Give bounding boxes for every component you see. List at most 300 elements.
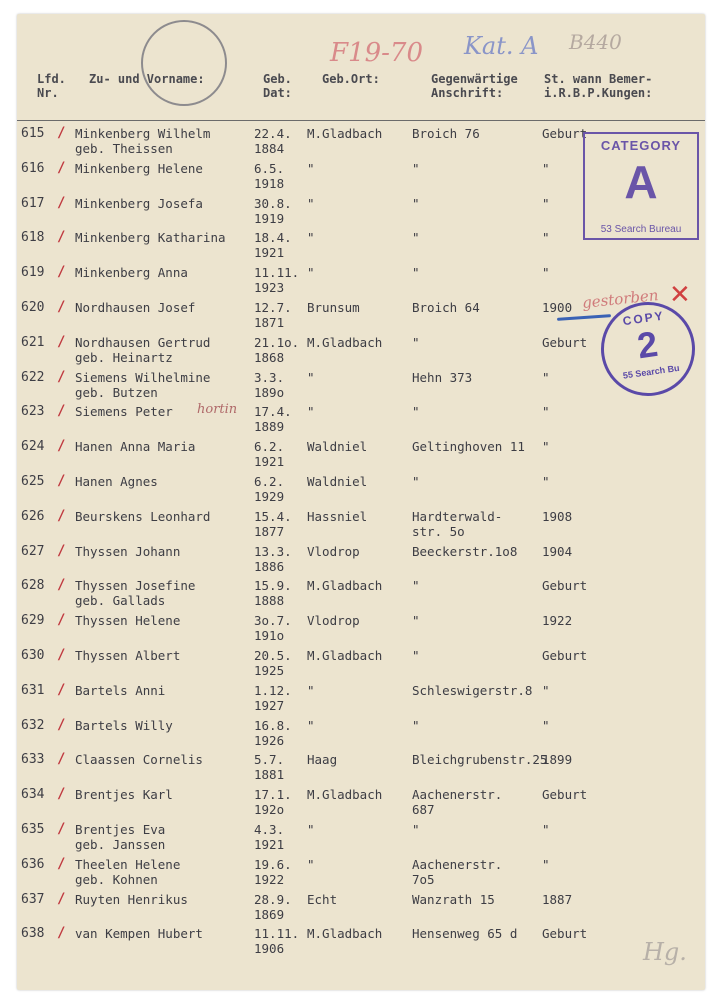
since-remarks: Geburt <box>542 648 588 663</box>
current-address <box>412 196 420 211</box>
birth-date <box>254 509 292 539</box>
check-mark-icon: / <box>57 159 66 176</box>
person-name <box>75 926 203 941</box>
current-address-line: Bleichgrubenstr.25 <box>412 752 548 768</box>
birth-place: Brunsum <box>307 300 360 315</box>
current-address <box>412 404 420 419</box>
current-address-line: Wanzrath 15 <box>412 891 495 907</box>
person-name <box>75 683 165 698</box>
birth-place: " <box>307 682 315 698</box>
table-row <box>17 822 705 856</box>
person-name-line: Hanen Agnes <box>75 474 158 489</box>
person-name-line: Bartels Anni <box>75 682 166 698</box>
current-address-line: Hardterwald- <box>412 508 503 524</box>
current-address-line: " <box>412 474 420 489</box>
birth-place: M.Gladbach <box>307 578 383 594</box>
birth-date-line: 1927 <box>254 697 285 713</box>
person-name <box>75 265 188 280</box>
row-number: 637 <box>21 891 45 907</box>
birth-date-line: 1922 <box>254 871 285 887</box>
birth-date-line: 1889 <box>254 419 285 435</box>
current-address-line: Beeckerstr.1o8 <box>412 543 518 559</box>
birth-date-line: 22.4. <box>254 126 292 141</box>
birth-date-line: 3o.7. <box>254 613 292 629</box>
file-reference: F19-70 <box>330 38 423 68</box>
person-name <box>75 509 210 524</box>
person-name-line: geb. Janssen <box>75 837 166 852</box>
current-address-line: " <box>412 334 420 350</box>
birth-place: " <box>307 822 315 837</box>
current-address-line: " <box>412 404 420 420</box>
check-mark-icon: / <box>57 786 66 803</box>
birth-date-line: 1921 <box>254 454 285 470</box>
person-name-line: Hanen Anna Maria <box>75 439 196 455</box>
corner-note: B440 <box>569 30 622 54</box>
person-name-line: Minkenberg Josefa <box>75 195 203 211</box>
person-name-line: Brentjes Eva <box>75 822 166 837</box>
birth-date-line: 192o <box>254 802 285 818</box>
current-address <box>412 613 420 628</box>
current-address-line: " <box>412 265 420 281</box>
person-name <box>75 196 203 211</box>
person-name-line: geb. Theissen <box>75 141 173 156</box>
birth-date-line: 4.3. <box>254 822 285 837</box>
check-mark-icon: / <box>57 403 66 420</box>
birth-date-line: 1888 <box>254 593 285 609</box>
header-anschrift: Gegenwärtige Anschrift: <box>431 72 518 100</box>
check-mark-icon: / <box>57 647 66 663</box>
current-address-line: " <box>412 648 420 663</box>
current-address-line: Broich 64 <box>412 300 480 315</box>
row-number: 634 <box>21 787 45 803</box>
check-mark-icon: / <box>57 229 66 246</box>
birth-date-line: 1919 <box>254 210 285 226</box>
row-number: 621 <box>21 334 45 350</box>
row-number: 615 <box>21 126 45 141</box>
header-seit: St. wann Bemer- i.R.B.P.Kungen: <box>544 72 653 100</box>
person-name-line: Bartels Willy <box>75 717 173 733</box>
birth-date <box>254 752 284 782</box>
person-name-line: Siemens Wilhelmine <box>75 369 211 385</box>
current-address <box>412 544 517 559</box>
person-name <box>75 544 180 559</box>
person-name <box>75 822 165 852</box>
birth-date-line: 17.1. <box>254 787 292 803</box>
birth-date-line: 1.12. <box>254 682 292 698</box>
birth-date-line: 1869 <box>254 906 285 922</box>
birth-date <box>254 613 292 643</box>
current-address-line: Aachenerstr. <box>412 856 503 872</box>
birth-date-line: 15.4. <box>254 508 292 524</box>
table-row <box>17 370 705 404</box>
row-number: 620 <box>21 300 45 315</box>
birth-date-line: 30.8. <box>254 195 292 211</box>
row-number: 635 <box>21 822 45 837</box>
since-remarks: 1900 <box>542 300 573 315</box>
row-number: 629 <box>21 613 45 629</box>
since-remarks: " <box>542 265 550 281</box>
person-name-line: van Kempen Hubert <box>75 926 203 942</box>
birth-date-line: 28.9. <box>254 891 292 907</box>
header-name: Zu- und Vorname: <box>89 72 205 86</box>
person-name <box>75 300 195 315</box>
category-stamp: CATEGORY A 53 Search Bureau <box>583 132 699 240</box>
birth-date-line: 1886 <box>254 558 285 574</box>
check-mark-icon: / <box>57 438 66 455</box>
birth-date <box>254 370 284 400</box>
check-mark-icon: / <box>57 542 66 559</box>
check-mark-icon: / <box>57 821 66 837</box>
birth-date-line: 1918 <box>254 175 285 191</box>
birth-date <box>254 718 292 748</box>
table-row <box>17 544 705 578</box>
current-address-line: Broich 76 <box>412 126 480 141</box>
header-rule <box>17 120 705 121</box>
since-remarks: " <box>542 822 550 837</box>
current-address <box>412 926 517 941</box>
birth-place: Waldniel <box>307 474 368 489</box>
birth-place: M.Gladbach <box>307 648 383 663</box>
birth-place: " <box>307 369 315 385</box>
birth-place: Vlodrop <box>307 543 360 559</box>
person-name-line: Minkenberg Wilhelm <box>75 126 211 141</box>
birth-place: " <box>307 265 315 281</box>
row-number: 619 <box>21 265 45 281</box>
since-remarks: " <box>542 369 550 385</box>
person-name <box>75 335 210 365</box>
person-name-line: geb. Kohnen <box>75 871 158 887</box>
since-remarks: " <box>542 230 550 246</box>
current-address-line: " <box>412 160 420 176</box>
birth-place: M.Gladbach <box>307 334 383 350</box>
current-address <box>412 857 502 887</box>
since-remarks: Geburt <box>542 334 588 350</box>
person-name-line: Thyssen Johann <box>75 543 181 559</box>
row-number: 623 <box>21 404 45 420</box>
since-remarks: " <box>542 474 550 489</box>
birth-date-line: 1921 <box>254 245 285 261</box>
person-name-line: Minkenberg Anna <box>75 265 188 281</box>
birth-date-line: 3.3. <box>254 369 285 385</box>
since-remarks: " <box>542 160 550 176</box>
since-remarks: Geburt <box>542 787 588 803</box>
check-mark-icon: / <box>57 855 66 872</box>
birth-date-line: 1921 <box>254 837 285 852</box>
person-name <box>75 474 158 489</box>
birth-place: " <box>307 717 315 733</box>
birth-place: Haag <box>307 752 338 768</box>
check-mark-icon: / <box>57 368 66 385</box>
birth-date <box>254 300 292 330</box>
current-address <box>412 822 420 837</box>
birth-date-line: 13.3. <box>254 543 292 559</box>
check-mark-icon: / <box>57 299 66 315</box>
birth-place: Waldniel <box>307 439 368 455</box>
row-number: 632 <box>21 717 45 733</box>
birth-date <box>254 404 292 434</box>
birth-date-line: 6.5. <box>254 160 285 176</box>
table-row <box>17 752 705 786</box>
person-name <box>75 787 173 802</box>
person-name <box>75 648 180 663</box>
person-name-line: Siemens Peter <box>75 404 173 420</box>
birth-date-line: 18.4. <box>254 230 292 246</box>
row-number: 617 <box>21 195 45 211</box>
current-address-line: str. 5o <box>412 523 465 539</box>
handwritten-note-gestorben: gestorben <box>581 286 660 312</box>
person-name-line: Minkenberg Helene <box>75 160 203 176</box>
person-name-line: Theelen Helene <box>75 856 181 872</box>
current-address <box>412 126 480 141</box>
since-remarks: 1887 <box>542 891 573 907</box>
birth-date <box>254 161 284 191</box>
birth-date-line: 20.5. <box>254 648 292 663</box>
current-address-line: " <box>412 717 420 733</box>
person-name <box>75 857 180 887</box>
since-remarks: Geburt <box>542 126 588 141</box>
current-address <box>412 648 420 663</box>
birth-date-line: 11.11. <box>254 926 300 942</box>
person-name-line: geb. Butzen <box>75 384 158 400</box>
birth-date <box>254 822 284 852</box>
since-remarks: Geburt <box>542 578 588 594</box>
current-address-line: Schleswigerstr.8 <box>412 682 533 698</box>
person-name <box>75 370 210 400</box>
check-mark-icon: / <box>57 890 66 907</box>
birth-date-line: 19.6. <box>254 856 292 872</box>
person-name <box>75 126 210 156</box>
since-remarks: 1899 <box>542 752 573 768</box>
birth-date-line: 1871 <box>254 315 285 330</box>
birth-place: Hassniel <box>307 508 368 524</box>
table-row <box>17 787 705 821</box>
birth-date <box>254 230 292 260</box>
person-name-line: Thyssen Albert <box>75 648 181 663</box>
birth-date-line: 1906 <box>254 941 285 957</box>
current-address <box>412 265 420 280</box>
header-geb-ort: Geb.Ort: <box>322 72 380 86</box>
birth-date <box>254 787 292 817</box>
row-number: 630 <box>21 648 45 663</box>
birth-date-line: 15.9. <box>254 578 292 594</box>
table-row <box>17 509 705 543</box>
person-name <box>75 404 173 419</box>
table-row <box>17 648 705 682</box>
birth-place: " <box>307 404 315 420</box>
since-remarks: 1908 <box>542 508 573 524</box>
birth-place: Vlodrop <box>307 613 360 629</box>
person-name <box>75 230 226 245</box>
birth-date <box>254 544 292 574</box>
row-number: 633 <box>21 752 45 768</box>
person-name <box>75 892 188 907</box>
person-name-line: Thyssen Josefine <box>75 578 196 594</box>
since-remarks: " <box>542 404 550 420</box>
check-mark-icon: / <box>57 125 66 141</box>
table-row <box>17 404 705 438</box>
table-row <box>17 892 705 926</box>
person-name-line: Beurskens Leonhard <box>75 508 211 524</box>
person-name-line: geb. Gallads <box>75 593 166 609</box>
person-name <box>75 718 173 733</box>
current-address <box>412 335 420 350</box>
person-name-line: Brentjes Karl <box>75 787 173 803</box>
check-mark-icon: / <box>57 612 66 629</box>
birth-place: M.Gladbach <box>307 787 383 803</box>
row-number: 636 <box>21 856 45 872</box>
birth-date-line: 1926 <box>254 732 285 748</box>
current-address <box>412 787 502 817</box>
current-address-line: " <box>412 822 420 837</box>
current-address <box>412 230 420 245</box>
since-remarks: " <box>542 856 550 872</box>
check-mark-icon: / <box>57 333 66 350</box>
birth-place: " <box>307 856 315 872</box>
row-number: 618 <box>21 230 45 246</box>
header-nr: Lfd. Nr. <box>37 72 66 100</box>
check-mark-icon: / <box>57 473 66 489</box>
check-mark-icon: / <box>57 507 66 524</box>
current-address-line: 687 <box>412 802 435 818</box>
red-cross-mark: ✕ <box>669 280 691 310</box>
person-name-line: geb. Heinartz <box>75 349 173 365</box>
birth-date-line: 1923 <box>254 280 285 296</box>
row-number: 626 <box>21 508 45 524</box>
check-mark-icon: / <box>57 751 66 768</box>
birth-place: " <box>307 160 315 176</box>
birth-date-line: 1884 <box>254 141 285 156</box>
check-mark-icon: / <box>57 264 66 281</box>
birth-date <box>254 335 299 365</box>
since-remarks: " <box>542 717 550 733</box>
current-address-line: " <box>412 230 420 246</box>
row-number: 638 <box>21 926 45 942</box>
current-address <box>412 370 472 385</box>
handwritten-initials: Hg. <box>643 938 687 966</box>
since-remarks: 1922 <box>542 613 573 629</box>
current-address-line: " <box>412 613 420 629</box>
birth-date <box>254 578 292 608</box>
person-name <box>75 161 203 176</box>
current-address-line: " <box>412 578 420 594</box>
table-header <box>17 72 705 120</box>
current-address-line: " <box>412 195 420 211</box>
row-number: 627 <box>21 543 45 559</box>
birth-date <box>254 857 292 887</box>
person-name <box>75 439 195 454</box>
birth-date <box>254 196 292 226</box>
table-row <box>17 613 705 647</box>
birth-date-line: 1881 <box>254 767 285 783</box>
check-mark-icon: / <box>57 577 66 594</box>
birth-place: M.Gladbach <box>307 126 383 141</box>
check-mark-icon: / <box>57 716 66 733</box>
birth-date-line: 21.1o. <box>254 334 300 350</box>
current-address-line: 7o5 <box>412 871 435 887</box>
birth-date-line: 189o <box>254 384 285 400</box>
since-remarks: Geburt <box>542 926 588 942</box>
person-name-line: Thyssen Helene <box>75 613 181 629</box>
birth-place: M.Gladbach <box>307 926 383 942</box>
current-address <box>412 474 420 489</box>
check-mark-icon: / <box>57 194 66 211</box>
person-name-line: Ruyten Henrikus <box>75 891 188 907</box>
current-address <box>412 683 532 698</box>
copy-stamp: COPY 2 55 Search Bu <box>595 296 701 402</box>
current-address <box>412 578 420 593</box>
birth-date-line: 12.7. <box>254 300 292 315</box>
since-remarks: " <box>542 682 550 698</box>
handwritten-note-peter: hortin <box>197 402 238 417</box>
current-address <box>412 718 420 733</box>
person-name-line: Nordhausen Josef <box>75 300 196 315</box>
table-row <box>17 439 705 473</box>
person-name <box>75 752 203 767</box>
birth-place: Echt <box>307 891 338 907</box>
current-address-line: Aachenerstr. <box>412 787 503 803</box>
birth-place: " <box>307 230 315 246</box>
birth-date <box>254 474 284 504</box>
birth-date-line: 6.2. <box>254 474 285 489</box>
birth-date <box>254 439 284 469</box>
current-address <box>412 300 480 315</box>
check-mark-icon: / <box>57 925 66 942</box>
header-geb-dat: Geb. Dat: <box>263 72 292 100</box>
birth-date-line: 11.11. <box>254 265 300 281</box>
check-mark-icon: / <box>57 681 66 698</box>
table-row <box>17 683 705 717</box>
row-number: 631 <box>21 682 45 698</box>
since-remarks: 1904 <box>542 543 573 559</box>
birth-date <box>254 126 292 156</box>
current-address <box>412 509 502 539</box>
birth-place: " <box>307 195 315 211</box>
birth-date <box>254 683 292 713</box>
row-number: 628 <box>21 578 45 594</box>
birth-date-line: 1929 <box>254 489 285 504</box>
row-number: 616 <box>21 160 45 176</box>
person-name-line: Minkenberg Katharina <box>75 230 226 246</box>
birth-date-line: 16.8. <box>254 717 292 733</box>
row-number: 625 <box>21 474 45 489</box>
table-row <box>17 578 705 612</box>
since-remarks: " <box>542 439 550 455</box>
since-remarks: " <box>542 195 550 211</box>
table-row <box>17 474 705 508</box>
birth-date-line: 1877 <box>254 523 285 539</box>
current-address-line: Hensenweg 65 d <box>412 926 518 942</box>
birth-date <box>254 648 292 678</box>
row-number: 624 <box>21 439 45 455</box>
current-address-line: Geltinghoven 11 <box>412 439 525 455</box>
current-address <box>412 161 420 176</box>
birth-date-line: 1868 <box>254 349 285 365</box>
person-name-line: Claassen Cornelis <box>75 752 203 768</box>
table-row <box>17 857 705 891</box>
birth-date-line: 191o <box>254 628 285 644</box>
birth-date <box>254 926 299 956</box>
birth-date-line: 6.2. <box>254 439 285 455</box>
birth-date <box>254 265 299 295</box>
birth-date <box>254 892 292 922</box>
current-address <box>412 892 495 907</box>
table-row <box>17 926 705 960</box>
person-name-line: Nordhausen Gertrud <box>75 334 211 350</box>
category-note: Kat. A <box>464 32 539 60</box>
birth-date-line: 1925 <box>254 663 285 678</box>
document-page <box>17 14 705 990</box>
person-name <box>75 578 195 608</box>
